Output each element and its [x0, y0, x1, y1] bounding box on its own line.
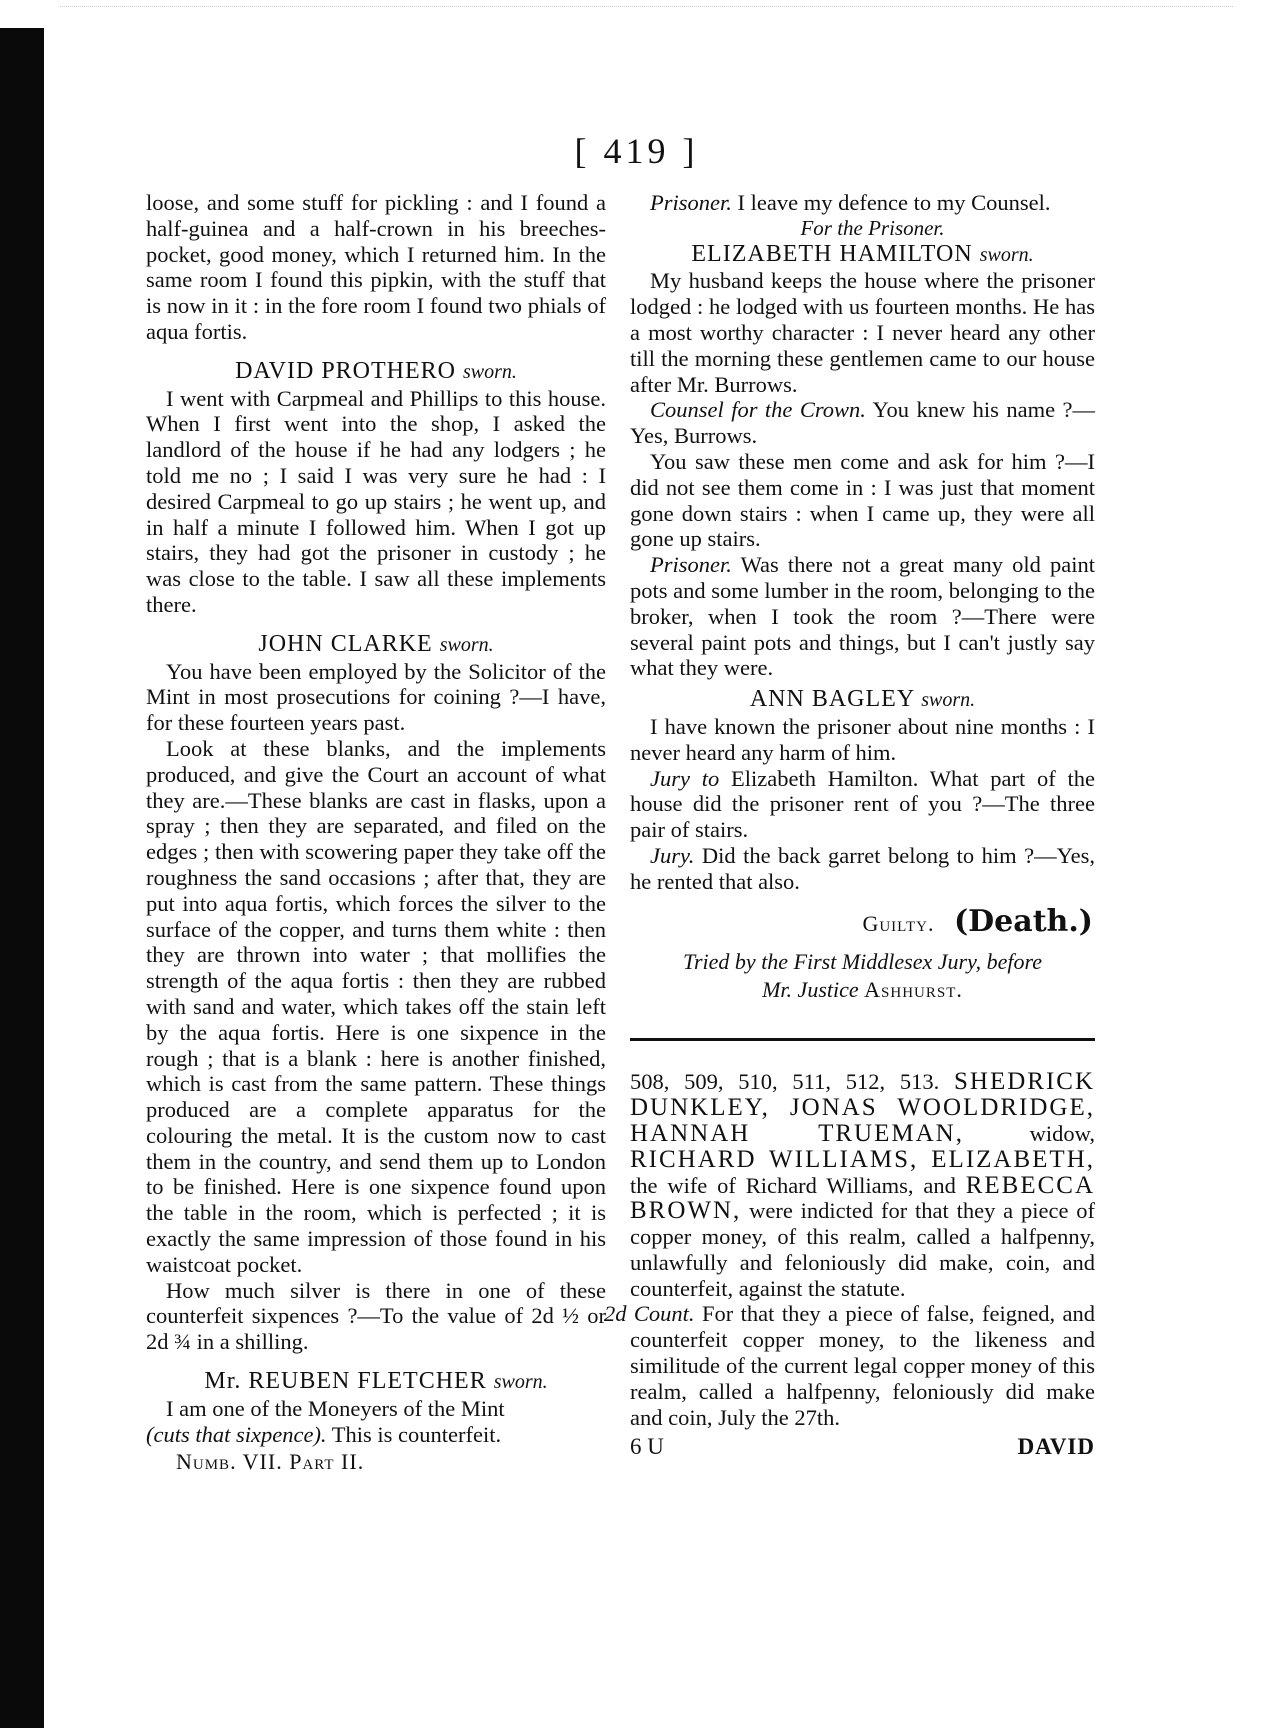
page-footer — [630, 1434, 1095, 1460]
text: You knew his name ?—Yes, Burrows. — [630, 397, 1095, 449]
section-rule — [630, 1038, 1095, 1041]
catchword: DAVID — [1017, 1434, 1095, 1460]
paragraph: Look at these blanks, and the implements produced, and give the Court an account of what they are.—These blanks are cast in flasks, upon a spray ; then they are separated, and filed on the edges ; then with scowering paper they take off the roughness the sand occasions ; after that, they are put into aqua fortis, which forces the silver to the surface of the copper, and turns them white : then they are thrown into water ; that mollifies the strength of the aqua fortis : then they are rubbed with sand and water, which takes off the stain left by the aqua fortis. Here is one sixpence in the rough ; that is a blank : here is another finished, which is cast from the same pattern. These things produced are a complete apparatus for the colouring the metal. It is the custom now to cast them in the country, and send them up to London to be finished. Here is one sixpence found upon the table in the room, which is perfected ; it is exactly the same impression of those found in his waistcoat pocket. — [146, 735, 606, 1277]
paragraph — [630, 843, 1095, 895]
speaker-label: Jury. — [650, 842, 695, 868]
paragraph: You saw these men come and ask for him ?—I did not see them come in : I was just that moment gone down stairs : when I came up, they were all gone up stairs. — [630, 448, 1095, 552]
paragraph: My husband keeps the house where the prisoner lodged : he lodged with us fourteen months. He has a most worthy character : I never heard any other till the morning these gentlemen came to our house after Mr. Burrows. — [630, 268, 1095, 397]
paragraph: loose, and some stuff for pickling : and I found a half-guinea and a half-crown in his breeches-pocket, good money, which I returned him. In the same room I found this pipkin, with the stuff that is now in it : in the fore room I found two phials of aqua fortis. — [146, 190, 606, 344]
paragraph — [146, 1396, 606, 1448]
guilty-label: Guilty. — [862, 910, 935, 936]
witness-name: Mr. REUBEN FLETCHER — [204, 1368, 487, 1395]
paragraph: I went with Carpmeal and Phillips to this house. When I first went into the shop, I asked the landlord of the house if he had any lodgers ; he told me no ; I said I was very sure he had : I desired Carpmeal to go up stairs ; he went up, and in half a minute I followed him. When I got up stairs, they had got the prisoner in custody ; he was close to the table. I saw all these implements there. — [146, 385, 606, 617]
text: I leave my defence to my Counsel. — [731, 190, 1051, 215]
witness-name: ANN BAGLEY — [749, 686, 915, 713]
paragraph: I have known the prisoner about nine months : I never heard any harm of him. — [630, 713, 1095, 765]
text: Elizabeth Hamilton. What part of the house did the prisoner rent of you ?—The three pair of stairs. — [630, 765, 1096, 843]
text: were indicted for that they a piece of copper money, of this realm, called a halfpenny, unlawfully and feloniously did make, coin, and counterfeit, against the statute. — [630, 1198, 1095, 1301]
sworn-label: sworn. — [439, 633, 494, 656]
case-numbers: 508, 509, 510, 511, 512, 513. — [630, 1069, 940, 1095]
right-column — [604, 190, 1096, 1460]
scan-noise — [60, 6, 1233, 17]
witness-heading — [146, 632, 606, 659]
speaker-label: Counsel for the Crown. — [650, 397, 866, 423]
sworn-label: sworn. — [463, 360, 517, 383]
left-column — [146, 190, 606, 1475]
count-label: 2d Count. — [604, 1301, 695, 1327]
paragraph — [630, 397, 1095, 449]
paragraph: You have been employed by the Solicitor of the Mint in most prosecutions for coining ?—I have, for these fourteen years past. — [146, 658, 606, 736]
count-paragraph — [604, 1301, 1095, 1430]
witness-heading — [146, 359, 606, 386]
judge-name: Ashhurst. — [864, 977, 963, 1003]
defendant-names: REBECCA BROWN, — [630, 1171, 1095, 1225]
sentence-label: (Death.) — [953, 903, 1093, 939]
text: Mr. Justice — [762, 977, 859, 1003]
verdict-line — [630, 903, 1095, 939]
paragraph — [630, 766, 1095, 843]
witness-heading — [630, 242, 1095, 269]
witness-name: JOHN CLARKE — [258, 630, 433, 657]
speaker-label: Prisoner. — [650, 190, 732, 215]
witness-name: ELIZABETH HAMILTON — [691, 240, 973, 267]
text: I am one of the Moneyers of the Mint — [166, 1395, 505, 1421]
signature-mark: 6 U — [630, 1434, 664, 1460]
witness-heading — [146, 1369, 606, 1396]
sworn-label: sworn. — [493, 1371, 548, 1394]
witness-name: DAVID PROTHERO — [235, 357, 456, 384]
text: Tried by the First Middlesex Jury, before — [682, 949, 1043, 975]
tried-note — [630, 948, 1095, 1004]
page-number: [ 419 ] — [574, 131, 699, 171]
text: This is counterfeit. — [326, 1421, 502, 1447]
text: widow, — [963, 1120, 1095, 1146]
text: For that they a piece of false, feigned, and counterfeit copper money, to the likeness and similitude of the current legal copper money of this realm, called a halfpenny, feloniously did make and coin, July the 27th. — [630, 1301, 1095, 1430]
defendant-names: SHEDRICK DUNKLEY, JONAS WOOLDRIDGE, HANNAH TRUEMAN, — [630, 1068, 1095, 1147]
italic-text: (cuts that sixpence). — [146, 1421, 327, 1447]
text: Was there not a great many old paint pots and some lumber in the room, belonging to the broker, when I took the room ?—There were several paint pots and things, but I can't justly say what they were. — [630, 552, 1095, 681]
paragraph — [630, 190, 1095, 216]
defendant-names: RICHARD WILLIAMS, ELIZABETH, — [630, 1145, 1095, 1173]
speaker-label: Jury to — [650, 765, 720, 791]
witness-heading — [630, 687, 1095, 714]
paragraph: How much silver is there in one of these counterfeit sixpences ?—To the value of 2d ½ or 2d ¾ in a shilling. — [146, 1277, 606, 1355]
sworn-label: sworn. — [979, 243, 1034, 266]
text: Did the back garret belong to him ?—Yes, he rented that also. — [630, 842, 1095, 894]
footer-part: Numb. VII. Part II. — [176, 1449, 365, 1475]
paragraph — [630, 552, 1095, 681]
speaker-label: Prisoner. — [650, 552, 732, 578]
subheading: For the Prisoner. — [800, 215, 945, 240]
text: the wife of Richard Williams, and — [630, 1172, 966, 1198]
book-spine-shadow — [0, 28, 44, 1728]
sworn-label: sworn. — [921, 689, 976, 712]
case-paragraph — [630, 1069, 1095, 1301]
